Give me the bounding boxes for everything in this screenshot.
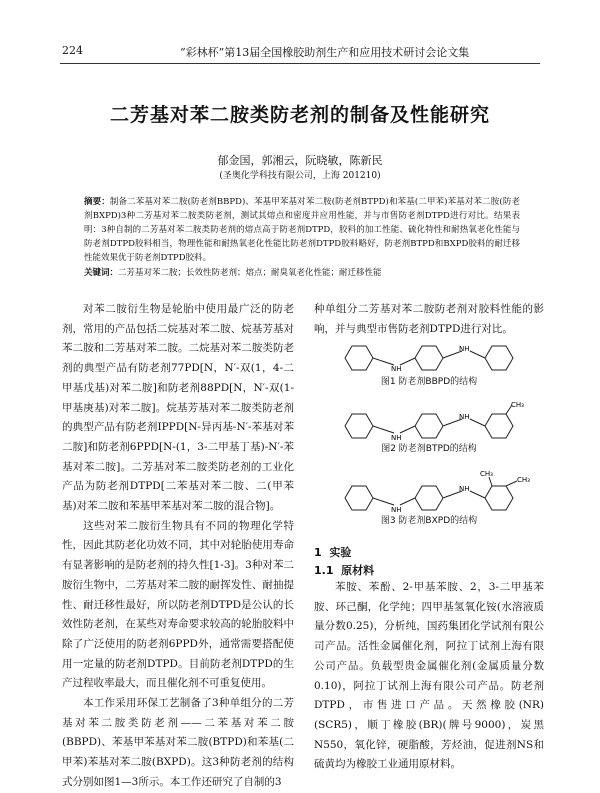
nh-label: NH <box>459 345 470 353</box>
body-left-column <box>62 300 294 793</box>
nh-label: NH <box>459 485 470 493</box>
figure-3-caption: 图3 防老剂BXPD的结构 <box>380 516 478 526</box>
figure-1-caption: 图1 防老剂BBPD的结构 <box>380 377 478 387</box>
subsection-title: 原材料 <box>341 564 375 577</box>
keywords <box>84 266 520 280</box>
paper-affiliation: (圣奥化学科技有限公司，上海 201210) <box>219 171 381 181</box>
figure-2-caption: 图2 防老剂BTPD的结构 <box>381 444 477 454</box>
nh-label: NH <box>391 506 402 512</box>
keywords-text: 二芳基对苯二胺；长效性防老剂；熔点；耐臭氧老化性能；耐迁移性能 <box>118 268 382 278</box>
abstract-text: 制备二苯基对苯二胺(防老剂BBPD)、苯基甲苯基对苯二胺(防老剂BTPD)和苯基(二甲苯)苯基对苯二胺(防老剂BXPD)3种二芳基对苯二胺类防老剂，测试其熔点和密度并应用性能，并与市售防老剂DTPD进行对比。结果表明：3种自制的二芳基对苯二胺类防老剂的熔点高于防老剂DTPD，胶料的加工性能、硫化特性和耐热氧老化性能与防老剂DTPD胶料相当，物理性能和耐热氧老化性能比防老剂DTPD胶料略好，防老剂BTPD和BXPD胶料的耐迁移性能效果优于防老剂DTPD胶料。 <box>84 197 520 263</box>
methyl-label: CH₃ <box>511 401 524 409</box>
subsection-number: 1.1 <box>314 564 334 577</box>
paper-title: 二芳基对苯二胺类防老剂的制备及性能研究 <box>109 104 490 126</box>
abstract <box>84 195 520 265</box>
figure-1 <box>314 343 544 387</box>
section-heading <box>314 544 351 560</box>
bxpd-structure <box>314 468 544 512</box>
body-right-intro: 种单组分二芳基对苯二胺防老剂对胶料性能的影响，并与典型市售防老剂DTPD进行对比。 <box>314 303 544 335</box>
subsection-heading <box>314 562 374 578</box>
methyl-label: CH₃ <box>517 476 530 484</box>
body-right-materials: 苯胺、苯酚、2-甲基苯胺、2，3-二甲基苯胺、环己酮，化学纯；四甲基氢氧化铵(水溶液质量分数0.25)，分析纯，国药集团化学试剂有限公司产品。活性金属催化剂，阿拉丁试剂上海有限公司产品。负载型贵金属催化剂(金属质量分数0.10)，阿拉丁试剂上海有限公司产品。防老剂DTPD，市售进口产品。天然橡胶(NR)(SCR5)，顺丁橡胶(BR)(牌号9000)，炭黑N550，氧化锌，硬脂酸，芳烃油，促进剂NS和硫黄均为橡胶工业通用原材料。 <box>314 581 544 771</box>
btpd-structure <box>314 400 544 440</box>
bbpd-structure <box>314 343 544 373</box>
journal-title: “彩林杯”第13届全国橡胶助剂生产和应用技术研讨会论文集 <box>180 46 470 59</box>
keywords-label: 关键词： <box>84 268 119 278</box>
nh-label: NH <box>459 413 470 421</box>
section-title: 实验 <box>329 546 352 559</box>
paper-authors: 郁金国，郭湘云，阮晓敏，陈新民 <box>217 154 383 167</box>
nh-label: NH <box>391 365 402 373</box>
figure-2 <box>314 400 544 454</box>
abstract-label: 摘要： <box>84 197 110 207</box>
paragraph: 对苯二胺衍生物是轮胎中使用最广泛的防老剂，常用的产品包括二烷基对苯二胺、烷基芳基对苯二胺和二芳基对苯二胺。二烷基对苯二胺类防老剂的典型产品有防老剂77PD[N，N′-双(1，4-二甲基戊基)对苯二胺]和防老剂88PD[N，N′-双(1-甲基庚基)对苯二胺]。烷基芳基对苯二胺类防老剂的典型产品有防老剂IPPD[N-异丙基-N′-苯基对苯二胺]和防老剂6PPD[N-(1，3-二甲基丁基)-N′-苯基对苯二胺]。二芳基对苯二胺类防老剂的工业化产品为防老剂DTPD[二苯基对苯二胺、二(甲苯基)对苯二胺和苯基甲苯基对苯二胺的混合物]。 <box>62 303 294 513</box>
section-number: 1 <box>314 546 322 559</box>
running-header <box>0 44 600 64</box>
paragraph: 这些对苯二胺衍生物具有不同的物理化学特性，因此其防老化功效不同，其中对轮胎使用寿命有显著影响的是防老剂的持久性[1-3]。3种对苯二胺衍生物中，二芳基对苯二胺的耐挥发性、耐抽提性、耐迁移性最好，所以防老剂DTPD是公认的长效性防老剂，在某些对寿命要求较高的轮胎胶料中除了广泛使用的防老剂6PPD外，通常需要搭配使用一定量的防老剂DTPD。目前防老剂DTPD的生产过程收率最大，而且催化剂不可重复使用。 <box>62 519 294 690</box>
paragraph: 本工作采用环保工艺制备了3种单组分的二芳基对苯二胺类防老剂——二苯基对苯二胺(BBPD)、苯基甲苯基对苯二胺(BTPD)和苯基(二甲苯)苯基对苯二胺(BXPD)。这3种防老剂的结构式分别如图1—3所示。本工作还研究了自制的3 <box>62 697 294 788</box>
methyl-label: CH₃ <box>480 470 493 478</box>
nh-label: NH <box>391 434 402 440</box>
page-number: 224 <box>62 44 83 57</box>
figure-3 <box>314 468 544 526</box>
header-divider <box>60 63 540 64</box>
